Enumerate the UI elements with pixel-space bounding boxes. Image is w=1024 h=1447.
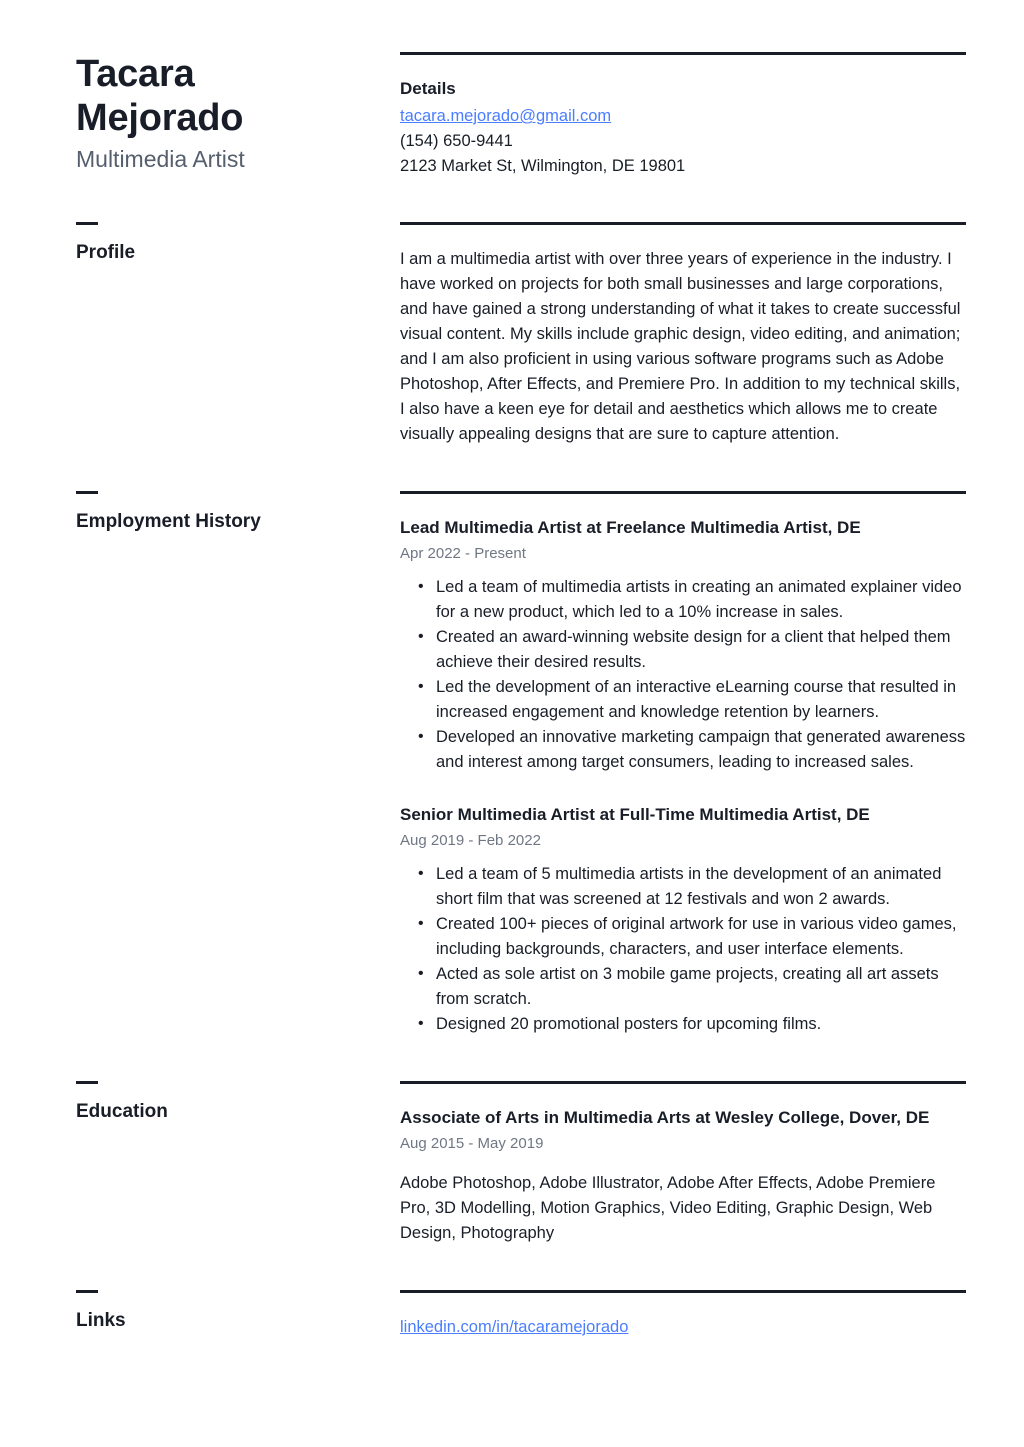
employment-section — [76, 491, 966, 1037]
education-content — [400, 1081, 966, 1246]
employment-entry-bullets — [400, 575, 966, 775]
list-item: • Led a team of multimedia artists in creating an animated explainer video for a new product, which led to a 10% increase in sales. — [436, 575, 966, 625]
last-name: Mejorado — [76, 97, 244, 139]
phone-row: (154) 650-9441 — [400, 132, 513, 150]
page-title — [76, 52, 296, 140]
links-content — [400, 1290, 966, 1340]
section-marker-dash-icon — [76, 491, 98, 494]
employment-content — [400, 491, 966, 1037]
details-section — [400, 52, 966, 179]
employment-entry-title: Senior Multimedia Artist at Full-Time Multimedia Artist, DE — [400, 805, 870, 824]
link-row — [400, 1315, 966, 1340]
header-identity — [76, 52, 400, 174]
list-item: • Led the development of an interactive eLearning course that resulted in increased engagement and knowledge retention by learners. — [436, 675, 966, 725]
list-item: • Created an award-winning website design for a client that helped them achieve their desired results. — [436, 625, 966, 675]
list-item: • Developed an innovative marketing campaign that generated awareness and interest among target consumers, leading to increased sales. — [436, 725, 966, 775]
employment-label-col — [76, 491, 400, 534]
section-marker-dash-icon — [76, 1290, 98, 1293]
section-divider — [400, 1081, 966, 1084]
education-section — [76, 1081, 966, 1246]
email-row — [400, 104, 966, 129]
list-item: • Led a team of 5 multimedia artists in the development of an animated short film that was screened at 12 festivals and won 2 awards. — [436, 862, 966, 912]
links-label-col — [76, 1290, 400, 1333]
section-marker-dash-icon — [76, 1081, 98, 1084]
section-label-profile: Profile — [76, 242, 136, 263]
list-item: • Designed 20 promotional posters for upcoming films. — [436, 1012, 966, 1037]
profile-text: I am a multimedia artist with over three years of experience in the industry. I have worked on projects for both small businesses and large corporations, and have gained a strong understanding of what it takes to create successful visual content. My skills include graphic design, video editing, and animation; and I am also proficient in using various software programs such as Adobe Photoshop, After Effects, and Premiere Pro. In addition to my technical skills, I also have a keen eye for detail and aesthetics which allows me to create visually appealing designs that are sure to capture attention. — [400, 250, 961, 443]
education-entry-date: Aug 2015 - May 2019 — [400, 1135, 544, 1152]
links-section — [76, 1290, 966, 1340]
education-entry-description: Adobe Photoshop, Adobe Illustrator, Adobe After Effects, Adobe Premiere Pro, 3D Modelling, Motion Graphics, Video Editing, Graphic Design, Web Design, Photography — [400, 1174, 936, 1242]
first-name: Tacara — [76, 53, 195, 95]
section-label-links: Links — [76, 1310, 126, 1331]
employment-entry-date: Apr 2022 - Present — [400, 545, 526, 562]
section-label-education: Education — [76, 1101, 168, 1122]
profile-label-col — [76, 222, 400, 265]
section-divider — [400, 52, 966, 55]
education-entry-title: Associate of Arts in Multimedia Arts at Wesley College, Dover, DE — [400, 1108, 930, 1127]
details-heading: Details — [400, 79, 456, 98]
profile-content — [400, 222, 966, 447]
section-label-employment-history: Employment History — [76, 511, 261, 532]
list-item: • Created 100+ pieces of original artwork for use in various video games, including backgrounds, characters, and user interface elements. — [436, 912, 966, 962]
education-entry — [400, 1106, 966, 1246]
list-item: • Acted as sole artist on 3 mobile game projects, creating all art assets from scratch. — [436, 962, 966, 1012]
job-title: Multimedia Artist — [76, 146, 245, 172]
header-section — [76, 0, 966, 179]
profile-section — [76, 222, 966, 447]
education-label-col — [76, 1081, 400, 1124]
section-divider — [400, 1290, 966, 1293]
section-divider — [400, 491, 966, 494]
section-marker-dash-icon — [76, 222, 98, 225]
section-divider — [400, 222, 966, 225]
employment-entry-bullets — [400, 862, 966, 1037]
address-row: 2123 Market St, Wilmington, DE 19801 — [400, 157, 686, 175]
employment-entry-date: Aug 2019 - Feb 2022 — [400, 832, 541, 849]
linkedin-link[interactable]: linkedin.com/in/tacaramejorado — [400, 1318, 629, 1336]
email-link[interactable]: tacara.mejorado@gmail.com — [400, 107, 612, 125]
employment-entry-title: Lead Multimedia Artist at Freelance Multimedia Artist, DE — [400, 518, 861, 537]
employment-entry — [400, 516, 966, 775]
employment-entry — [400, 803, 966, 1037]
